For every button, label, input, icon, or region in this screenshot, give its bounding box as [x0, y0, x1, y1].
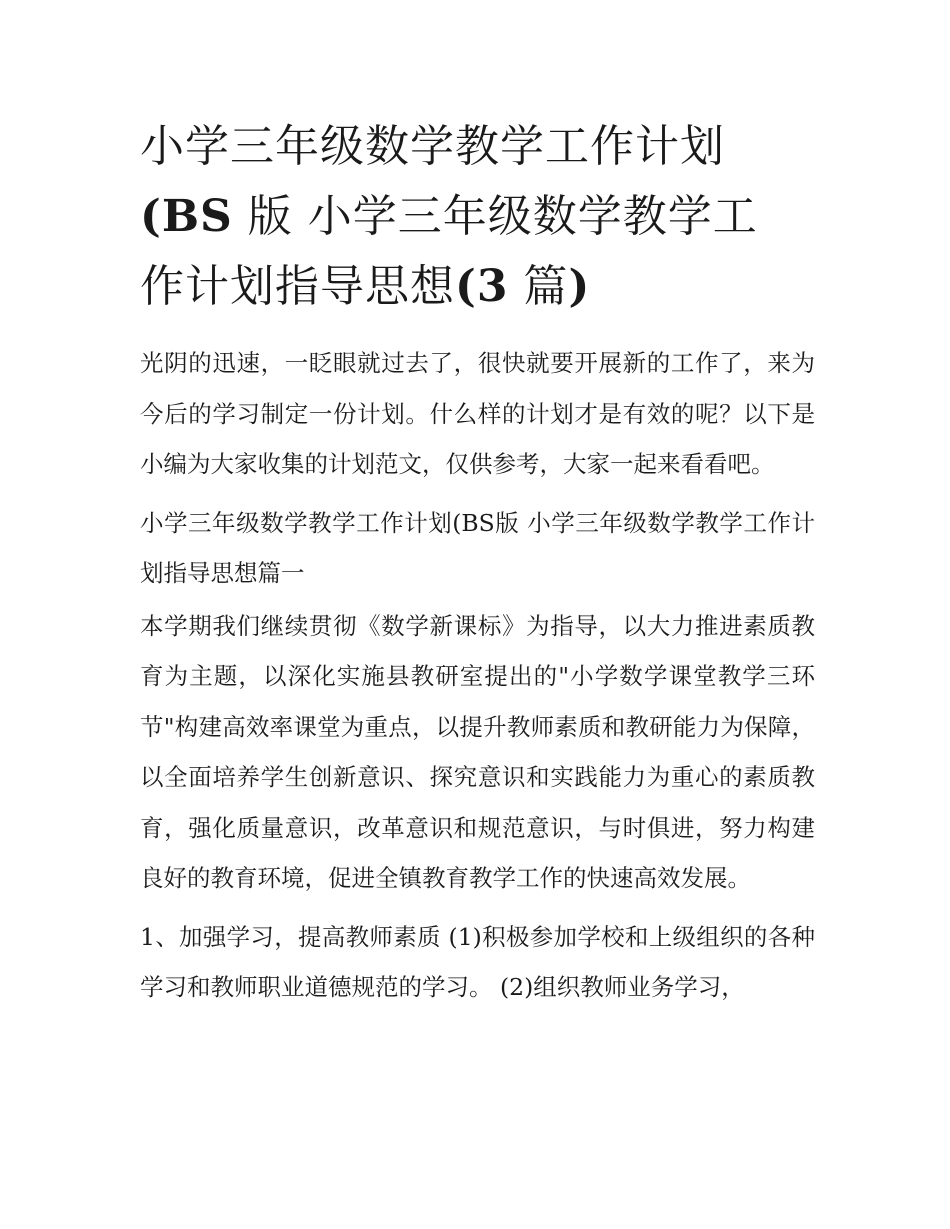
title-line-3-latin: (3 — [455, 261, 509, 312]
title-line-3-latin-2: ) — [568, 261, 591, 312]
point-1-paragraph: 1、加强学习，提高教师素质 (1)积极参加学校和上级组织的各种学习和教师职业道德规范的学习。 (2)组织教师业务学习， — [140, 922, 815, 1001]
title-line-2-text: 版 小学三年级数学教学工 — [232, 191, 758, 242]
section-heading: 小学三年级数学教学工作计划(BS版 小学三年级数学教学工作计划指导思想篇一 — [140, 508, 815, 587]
section-body-paragraph: 本学期我们继续贯彻《数学新课标》为指导，以大力推进素质教育为主题，以深化实施县教研室提出的"小学数学课堂教学三环节"构建高效率课堂为重点，以提升教师素质和教研能力为保障，以全面培养学生创新意识、探究意识和实践能力为重心的素质教育，强化质量意识，改革意识和规范意识，与时俱进，努力构建良好的教育环境，促进全镇教育教学工作的快速高效发展。 — [140, 611, 815, 892]
title-line-3-text: 作计划指导思想 — [140, 261, 455, 312]
title-line-3-text-2: 篇 — [508, 261, 569, 312]
intro-paragraph: 光阴的迅速，一眨眼就过去了，很快就要开展新的工作了，来为今后的学习制定一份计划。什么样的计划才是有效的呢？以下是小编为大家收集的计划范文，仅供参考，大家一起来看看吧。 — [140, 349, 815, 478]
title-line-2-latin: (BS — [140, 191, 233, 242]
title-line-1: 小学三年级数学教学工作计划 — [140, 121, 725, 172]
document-title — [140, 112, 815, 322]
document-page — [140, 112, 815, 1013]
